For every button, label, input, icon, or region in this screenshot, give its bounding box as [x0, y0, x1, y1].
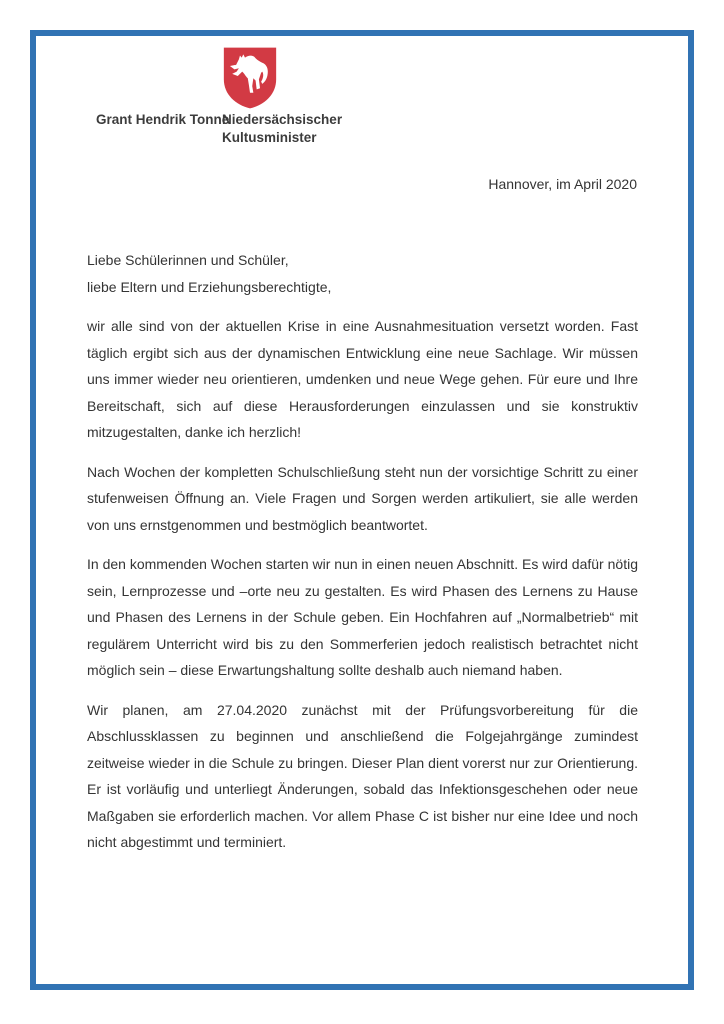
ministry-line1: Niedersächsischer	[222, 112, 343, 127]
sender-name: Grant Hendrik Tonne	[96, 112, 230, 127]
paragraph: wir alle sind von der aktuellen Krise in eine Ausnahmesituation versetzt worden. Fast täglich ergibt sich aus der dynamischen Entwicklung eine neue Sachlage. Wir müssen uns immer wieder neu orientieren, umdenken und neue Wege gehen. Für eure und Ihre Bereitschaft, sich auf diese Herausforderungen einzulassen und sie konstruktiv mitzugestalten, danke ich herzlich!	[87, 318, 638, 440]
paragraph: Nach Wochen der kompletten Schulschließung steht nun der vorsichtige Schritt zu einer stufenweisen Öffnung an. Viele Fragen und Sorgen werden artikuliert, sie alle werden von uns ernstgenommen und bestmöglich beantwortet.	[87, 463, 638, 533]
letter-body	[87, 247, 638, 869]
salutation-line: liebe Eltern und Erziehungsberechtigte,	[87, 278, 332, 295]
lower-saxony-crest-icon	[222, 46, 278, 110]
paragraph: In den kommenden Wochen starten wir nun in einen neuen Abschnitt. Es wird dafür nötig sein, Lernprozesse und –orte neu zu gestalten. Es wird Phasen des Lernens zu Hause und Phasen des Lernens in der Schule geben. Ein Hochfahren auf „Normalbetrieb“ mit regulärem Unterricht wird bis zu den Sommerferien jedoch realistisch betrachtet nicht möglich sein – diese Erwartungshaltung sollte deshalb auch niemand haben.	[87, 556, 638, 678]
ministry-line2: Kultusminister	[222, 130, 317, 145]
salutation-line: Liebe Schülerinnen und Schüler,	[87, 252, 289, 268]
salutation	[87, 247, 638, 300]
ministry-title	[222, 111, 342, 147]
dateline: Hannover, im April 2020	[488, 176, 637, 192]
paragraph: Wir planen, am 27.04.2020 zunächst mit der Prüfungsvorbereitung für die Abschlussklassen zu beginnen und anschließend die Folgejahrgänge zumindest zeitweise wieder in die Schule zu bringen. Dieser Plan dient vorerst nur zur Orientierung. Er ist vorläufig und unterliegt Änderungen, sobald das Infektionsgeschehen oder neue Maßgaben sie erforderlich machen. Vor allem Phase C ist bisher nur eine Idee und noch nicht abgestimmt und terminiert.	[87, 701, 638, 850]
